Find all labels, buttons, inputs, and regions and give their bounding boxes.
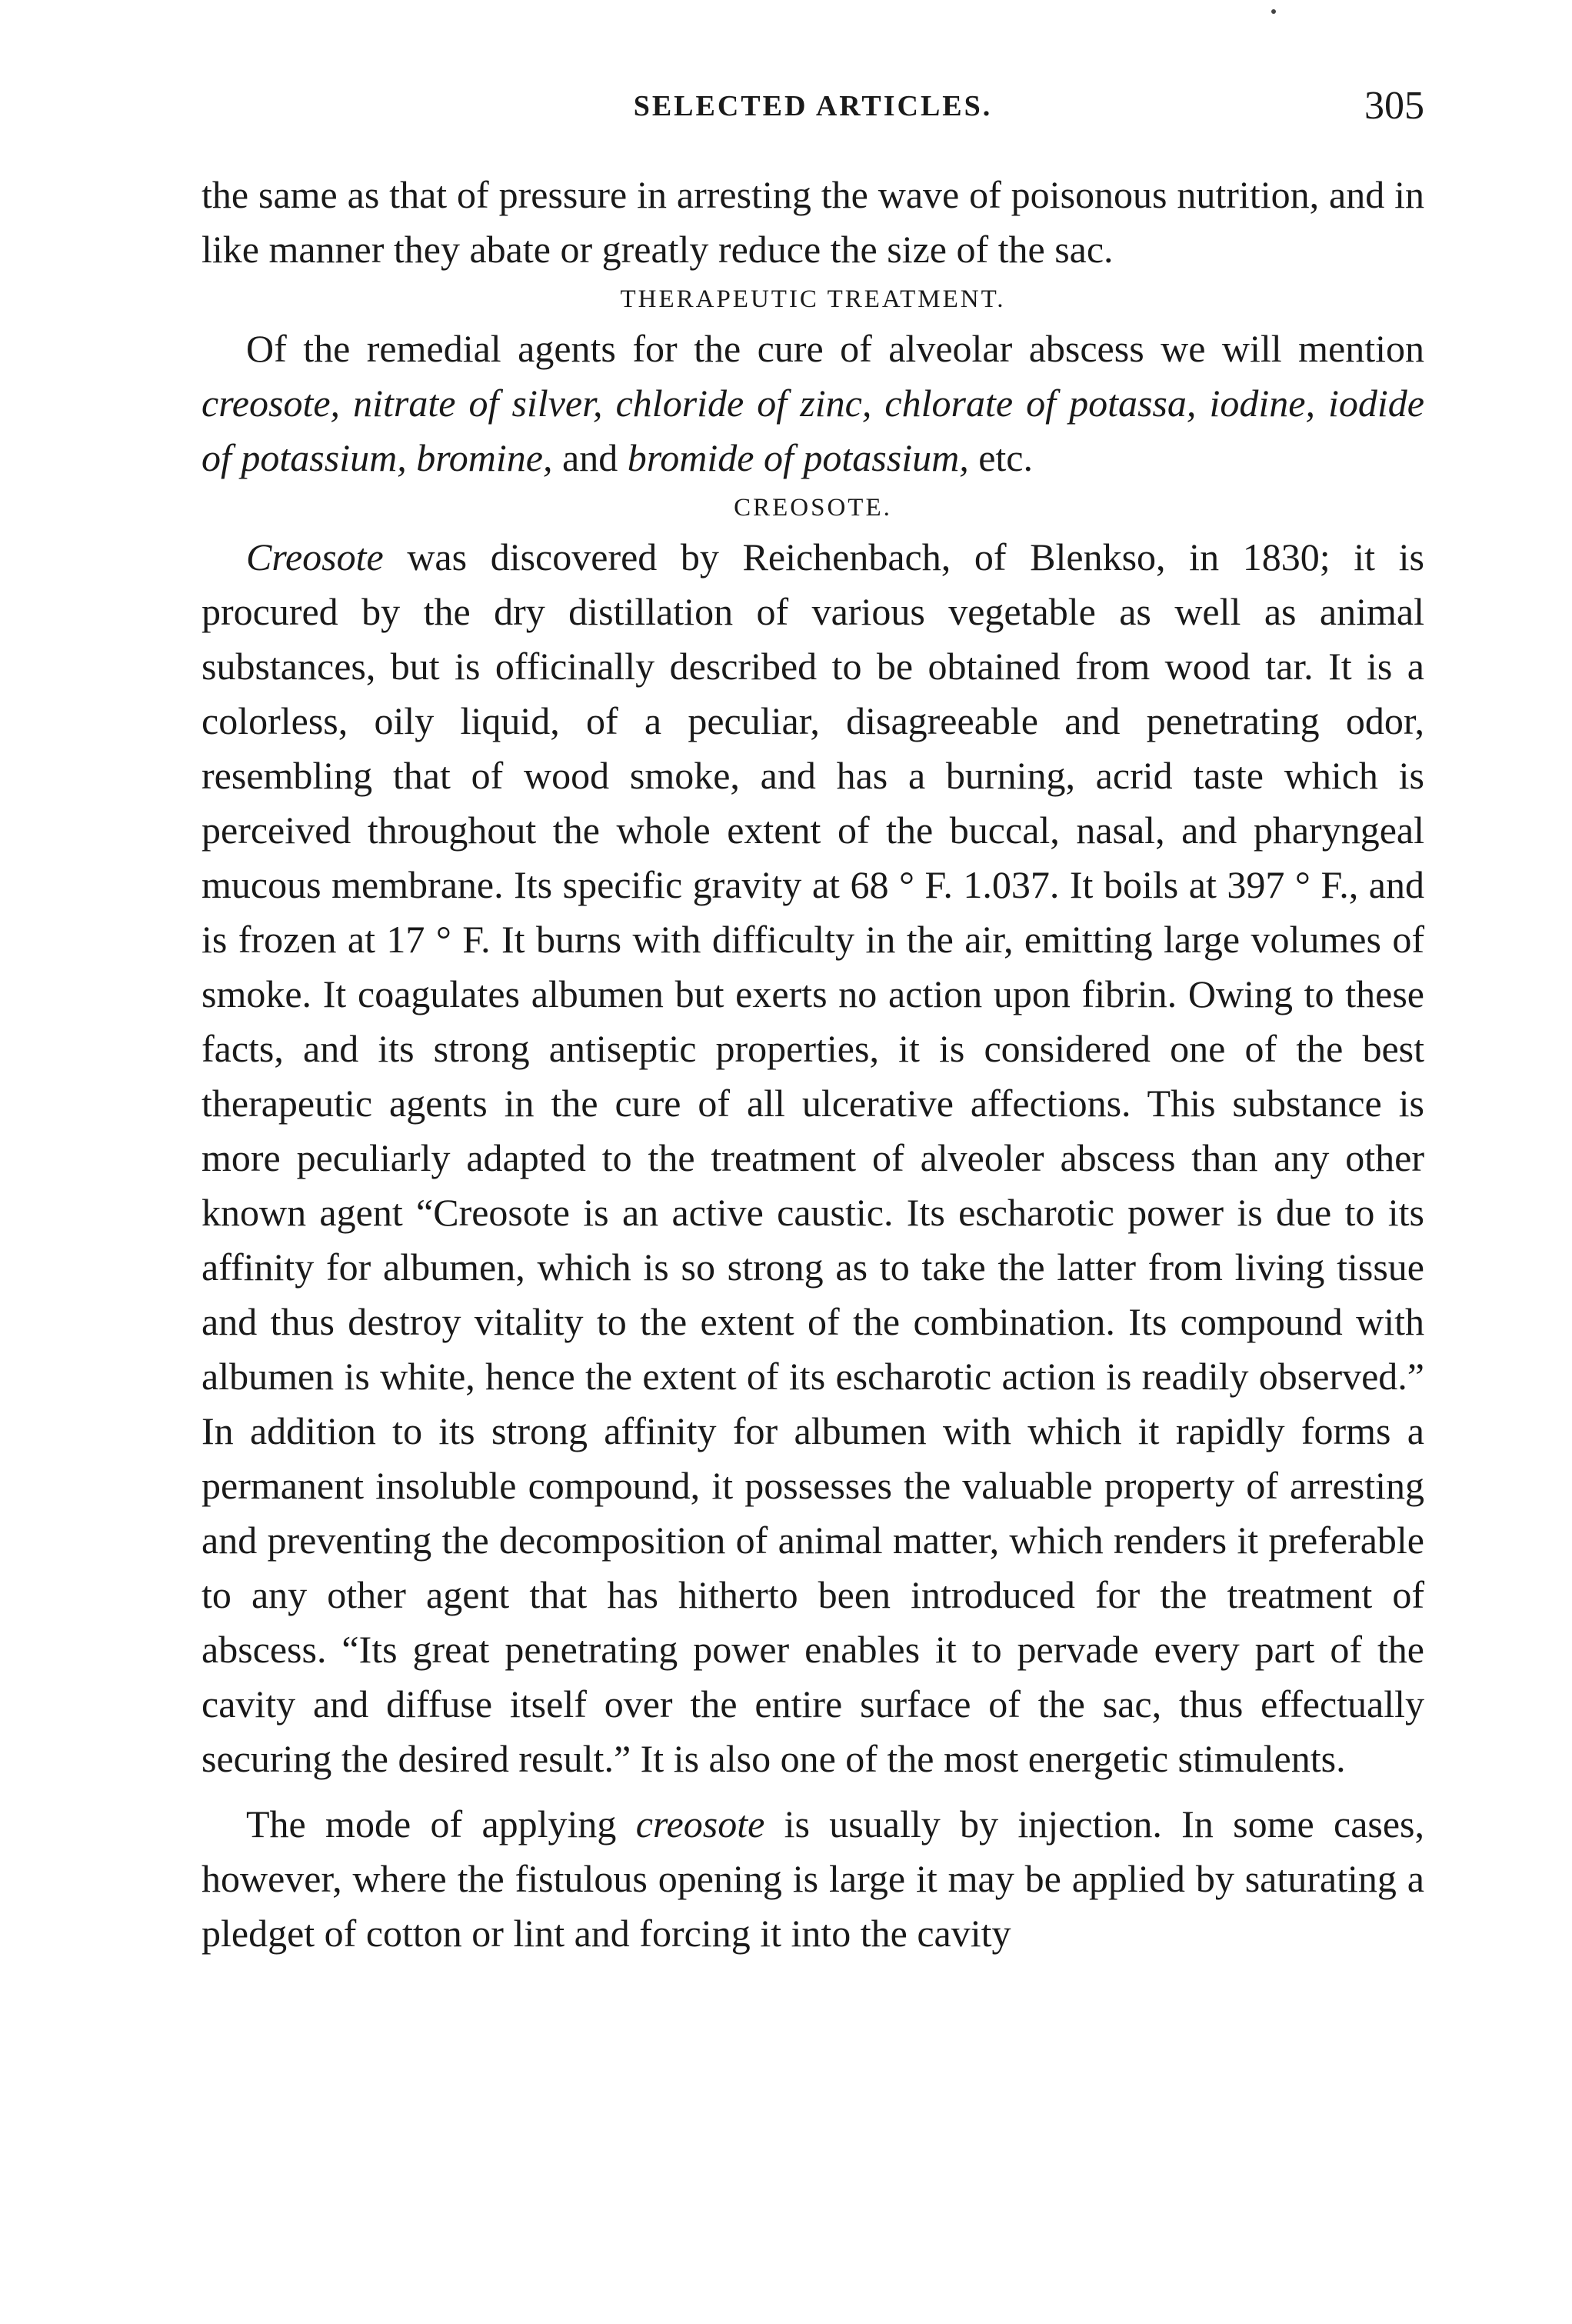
paragraph-text: and — [552, 436, 628, 479]
paragraph-text: The mode of applying — [246, 1802, 636, 1846]
article-body — [201, 168, 1424, 1961]
italic-term: Creosote — [246, 535, 384, 578]
running-title: SELECTED ARTICLES. — [633, 90, 993, 122]
italic-agent-list: creosote, nitrate of silver, chloride of zinc, chlorate of potassa, iodine, iodide of potassium, bromine, — [201, 382, 1424, 479]
paragraph-mode-of-applying — [201, 1797, 1424, 1961]
paragraph-creosote — [201, 530, 1424, 1786]
page-number: 305 — [1364, 84, 1424, 128]
paragraph-text: etc. — [968, 436, 1033, 479]
print-speck — [1271, 9, 1276, 14]
italic-term: creosote — [635, 1802, 765, 1846]
italic-agent: bromide of potassium, — [627, 436, 969, 479]
paragraph-continuation: the same as that of pressure in arresting the wave of poisonous nutrition, and in like manner they abate or greatly reduce the size of the sac. — [201, 173, 1424, 271]
paragraph-text: was discovered by Reichenbach, of Blenkso, in 1830; it is procured by the dry distillation of various vegetable as well as animal substances, but is officinally described to be obtained from wood tar. It is a colorless, oily liquid, of a peculiar, disagreeable and penetrating odor, resembling that of wood smoke, and has a burning, acrid taste which is perceived throughout the whole extent of the buccal, nasal, and pharyngeal mucous membrane. Its specific gravity at 68 ° F. 1.037. It boils at 397 ° F., and is frozen at 17 ° F. It burns with difficulty in the air, emitting large volumes of smoke. It coagulates albumen but exerts no action upon fibrin. Owing to these facts, and its strong antiseptic properties, it is considered one of the best therapeutic agents in the cure of all ulcerative affections. This substance is more peculiarly adapted to the treatment of alveoler abscess than any other known agent “Creosote is an active caustic. Its escharotic power is due to its affinity for albumen, which is so strong as to take the latter from living tissue and thus destroy vitality to the extent of the combination. Its compound with albumen is white, hence the extent of its escharotic action is readily observed.” In addition to its strong affinity for albumen with which it rapidly forms a permanent insoluble compound, it possesses the valuable property of arresting and preventing the decomposition of animal matter, which renders it preferable to any other agent that has hitherto been introduced for the treatment of abscess. “Its great penetrating power enables it to pervade every part of the cavity and diffuse itself over the entire surface of the sac, thus effectually securing the desired result.” It is also one of the most energetic stimulents. — [201, 535, 1424, 1780]
heading-creosote: CREOSOTE. — [734, 494, 892, 522]
paragraph-remedial-agents — [201, 322, 1424, 485]
heading-therapeutic-treatment: THERAPEUTIC TREATMENT. — [620, 285, 1006, 313]
paragraph-text: is usually by injection. In some cases, however, where the fistulous opening is large it may be applied by saturating a pledget of cotton or lint and forcing it into the cavity — [201, 1802, 1425, 1955]
running-head — [201, 83, 1424, 137]
paragraph-text: Of the remedial agents for the cure of alveolar abscess we will mention — [246, 327, 1424, 370]
